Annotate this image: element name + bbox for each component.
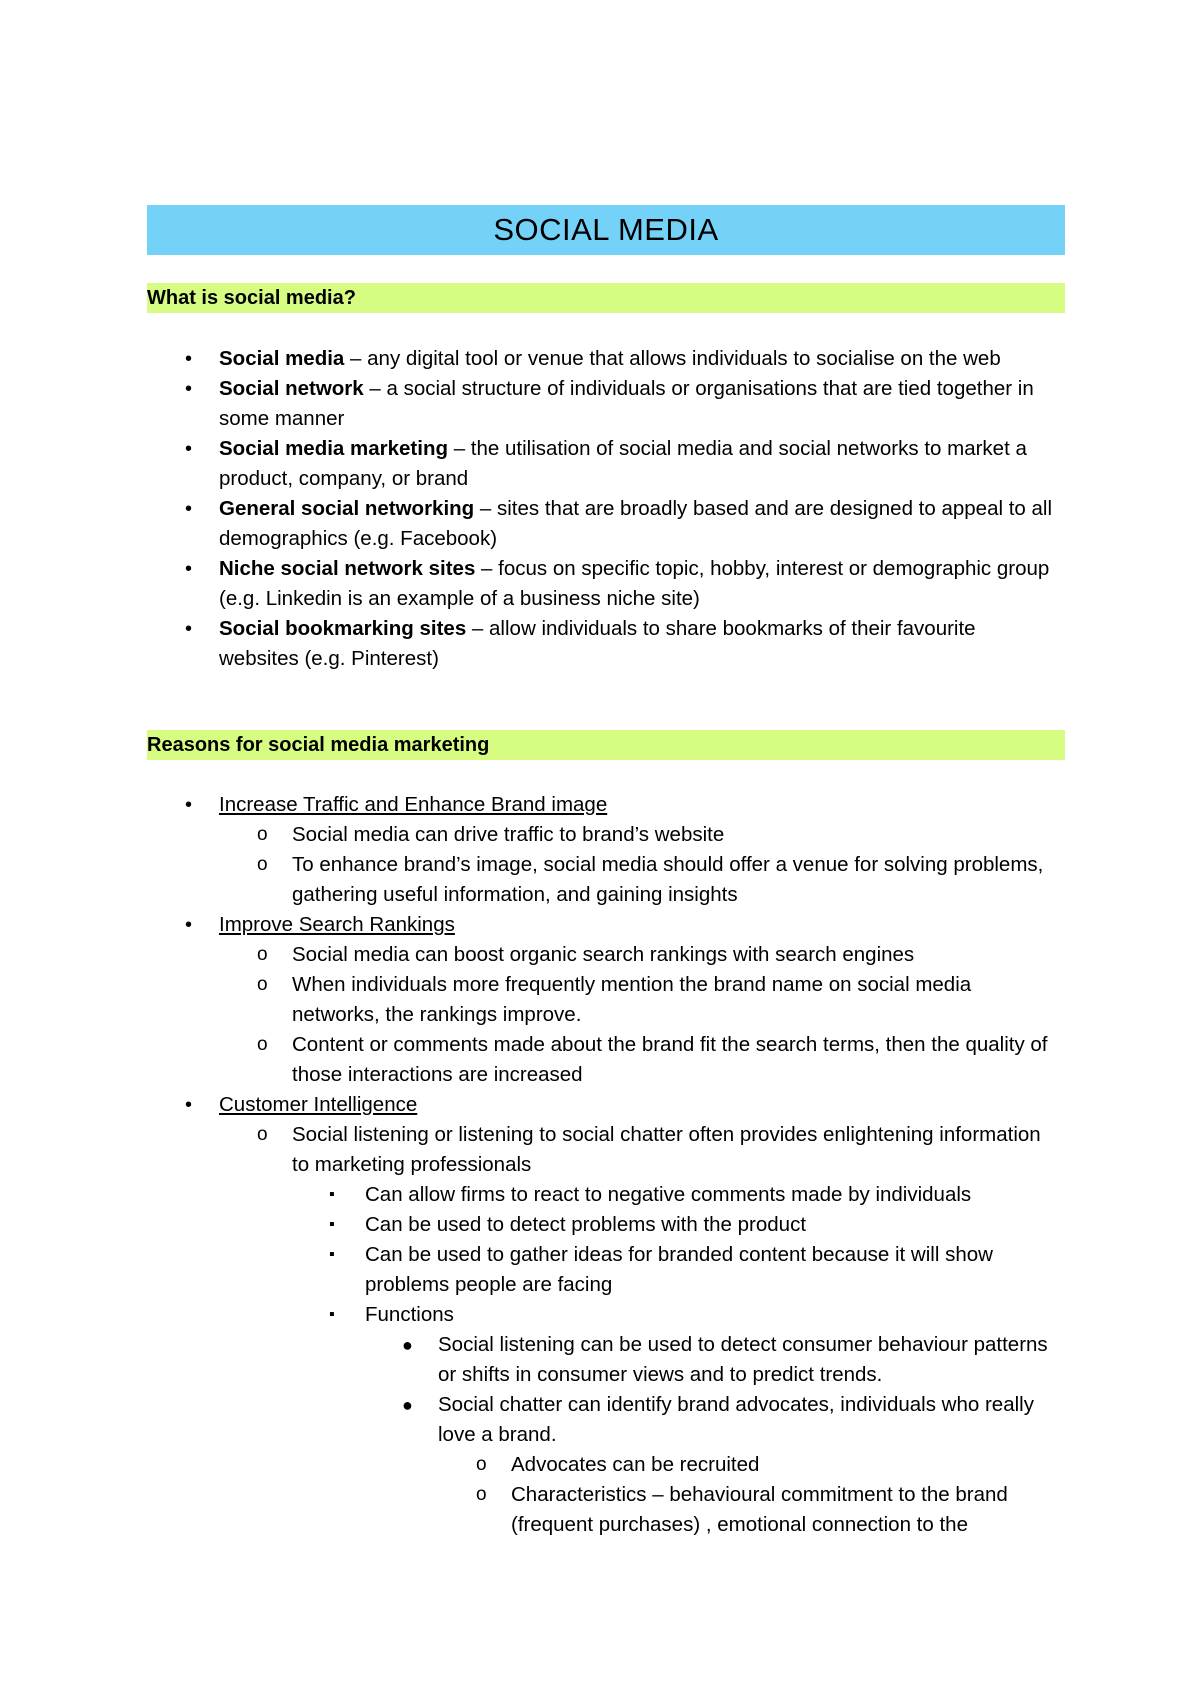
list-item [0, 1450, 1200, 1480]
list-item [0, 820, 1200, 850]
definition-term: General social networking [219, 497, 475, 520]
bullet-marker: • [185, 558, 193, 580]
dot-marker: ● [402, 1395, 413, 1415]
reason-point: Social media can boost organic search rankings with search engines [292, 943, 915, 966]
definition-term: Social bookmarking sites [219, 617, 467, 640]
bullet-marker: • [185, 348, 193, 370]
list-item [0, 1030, 1200, 1090]
list-item [0, 790, 1200, 820]
list-item [0, 970, 1200, 1030]
list-item [0, 1240, 1200, 1300]
reason-heading-traffic: Increase Traffic and Enhance Brand image [219, 793, 608, 816]
bullet-marker: • [185, 438, 193, 460]
list-item [0, 1210, 1200, 1240]
bullet-marker: • [185, 914, 193, 936]
list-item [0, 940, 1200, 970]
bullet-marker: • [185, 618, 193, 640]
page-title: SOCIAL MEDIA [147, 205, 1065, 255]
list-item [0, 374, 1200, 434]
list-item [0, 910, 1200, 940]
section-heading-what-is-social-media: What is social media? [147, 283, 1065, 313]
reason-point: Social media can drive traffic to brand’s website [292, 823, 725, 846]
definition-text: – sites that are broadly based and are designed to appeal to all demographics (e.g. Facebook) [219, 497, 1053, 550]
bullet-marker: • [185, 794, 193, 816]
bullet-marker: • [185, 378, 193, 400]
square-marker: ▪ [329, 1186, 335, 1203]
reason-point: Social listening or listening to social chatter often provides enlightening information to marketing professionals [292, 1123, 1041, 1176]
sub-point: Can allow firms to react to negative comments made by individuals [365, 1183, 972, 1206]
reason-heading-intelligence: Customer Intelligence [219, 1093, 418, 1116]
definition-term: Niche social network sites [219, 557, 476, 580]
square-marker: ▪ [329, 1216, 335, 1233]
bullet-marker: • [185, 1094, 193, 1116]
list-item [0, 344, 1200, 374]
circle-marker: o [257, 854, 268, 875]
list-item [0, 434, 1200, 494]
reason-point: Content or comments made about the brand fit the search terms, then the quality of those interactions are increased [292, 1033, 1048, 1086]
reason-point: To enhance brand’s image, social media should offer a venue for solving problems, gathering useful information, and gaining insights [292, 853, 1044, 906]
list-item [0, 614, 1200, 674]
list-item [0, 554, 1200, 614]
circle-marker: o [476, 1454, 487, 1475]
reason-heading-search: Improve Search Rankings [219, 913, 455, 936]
advocate-point: Advocates can be recruited [511, 1453, 760, 1476]
definitions-list [0, 344, 1200, 674]
sub-point: Can be used to gather ideas for branded content because it will show problems people are facing [365, 1243, 993, 1296]
circle-marker: o [257, 944, 268, 965]
dot-marker: ● [402, 1335, 413, 1355]
list-item [0, 494, 1200, 554]
list-item [0, 1330, 1200, 1390]
definition-text: – focus on specific topic, hobby, interest or demographic group (e.g. Linkedin is an example of a business niche site) [219, 557, 1050, 610]
function-point: Social chatter can identify brand advocates, individuals who really love a brand. [438, 1393, 1034, 1446]
definition-term: Social network [219, 377, 364, 400]
circle-marker: o [257, 1124, 268, 1145]
circle-marker: o [257, 1034, 268, 1055]
definition-text: – allow individuals to share bookmarks of their favourite websites (e.g. Pinterest) [219, 617, 976, 670]
circle-marker: o [476, 1484, 487, 1505]
definition-term: Social media marketing [219, 437, 449, 460]
list-item [0, 1120, 1200, 1180]
bullet-marker: • [185, 498, 193, 520]
definition-text: – any digital tool or venue that allows individuals to socialise on the web [344, 347, 1001, 370]
circle-marker: o [257, 974, 268, 995]
reason-point: When individuals more frequently mention the brand name on social media networks, the rankings improve. [292, 973, 972, 1026]
list-item [0, 1480, 1200, 1540]
list-item [0, 1390, 1200, 1450]
circle-marker: o [257, 824, 268, 845]
function-point: Social listening can be used to detect consumer behaviour patterns or shifts in consumer views and to predict trends. [438, 1333, 1048, 1386]
list-item [0, 1180, 1200, 1210]
advocate-point: Characteristics – behavioural commitment to the brand (frequent purchases) , emotional connection to the [511, 1483, 1008, 1536]
section-heading-reasons: Reasons for social media marketing [147, 730, 1065, 760]
sub-point: Functions [365, 1303, 454, 1326]
reasons-list [0, 790, 1200, 1540]
list-item [0, 850, 1200, 910]
sub-point: Can be used to detect problems with the product [365, 1213, 807, 1236]
list-item [0, 1300, 1200, 1330]
definition-text: – a social structure of individuals or organisations that are tied together in some manner [219, 377, 1034, 430]
definition-term: Social media [219, 347, 345, 370]
square-marker: ▪ [329, 1306, 335, 1323]
list-item [0, 1090, 1200, 1120]
square-marker: ▪ [329, 1246, 335, 1263]
definition-text: – the utilisation of social media and social networks to market a product, company, or brand [219, 437, 1027, 490]
